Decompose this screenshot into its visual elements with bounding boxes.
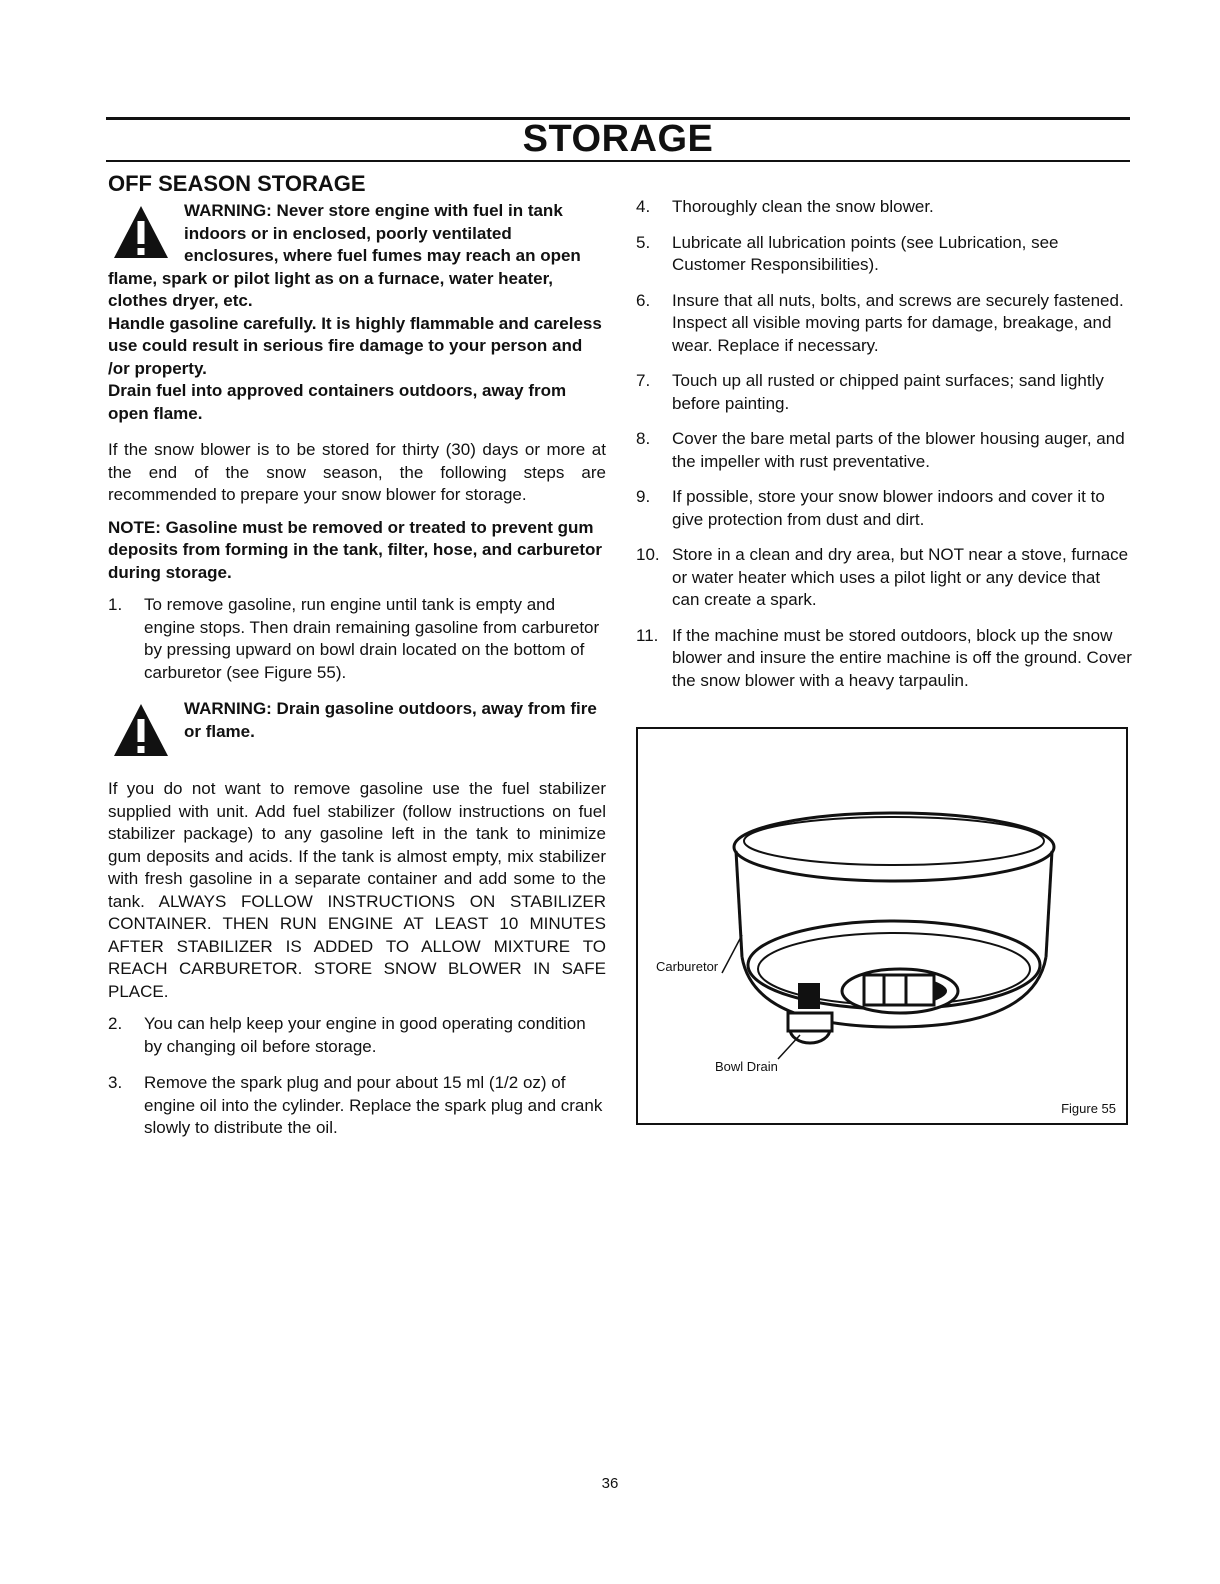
warning-triangle-icon xyxy=(112,204,170,260)
step-item xyxy=(636,486,1132,531)
step-text: Cover the bare metal parts of the blower housing auger, and the impeller with rust preventative. xyxy=(672,429,1125,471)
section-heading: OFF SEASON STORAGE xyxy=(108,171,366,196)
step-item xyxy=(108,594,606,684)
step-number: 9. xyxy=(636,487,651,506)
step-text: Remove the spark plug and pour about 15 ml (1/2 oz) of engine oil into the cylinder. Replace the spark plug and crank slowly to distribute the oil. xyxy=(144,1073,603,1137)
step-text: If possible, store your snow blower indoors and cover it to give protection from dust and dirt. xyxy=(672,487,1105,529)
carburetor-label: Carburetor xyxy=(656,959,719,974)
step-text: If the machine must be stored outdoors, block up the snow blower and insure the entire machine is off the ground. Cover the snow blower with a heavy tarpaulin. xyxy=(672,625,1132,690)
title-rule-bottom xyxy=(106,160,1130,162)
intro-paragraph: If the snow blower is to be stored for thirty (30) days or more at the end of the snow season, the following steps are recommended to prepare your snow blower for storage. xyxy=(108,440,606,504)
right-column xyxy=(636,196,1132,705)
stabilizer-paragraph: If you do not want to remove gasoline use the fuel stabilizer supplied with unit. Add fuel stabilizer (follow instructions on fuel stabilizer package) to any gasoline left in the tank to minimize gum deposits and acids. If the tank is almost empty, mix stabilizer with fresh gasoline in a separate container and add some to the tank. ALWAYS FOLLOW INSTRUCTIONS ON STABILIZER CONTAINER. THEN RUN ENGINE AT LEAST 10 MINUTES AFTER STABILIZER IS ADDED TO ALLOW MIXTURE TO REACH CARBURETOR. STORE SNOW BLOWER IN SAFE PLACE. xyxy=(108,779,606,1001)
bowl-drain-label: Bowl Drain xyxy=(715,1059,778,1074)
step-text: To remove gasoline, run engine until tank is empty and engine stops. Then drain remaining gasoline from carburetor by pressing upward on bowl drain located on the bottom of carburetor (see Figure 55). xyxy=(144,595,600,682)
step-number: 5. xyxy=(636,232,651,252)
step-item xyxy=(636,544,1132,612)
step-number: 11. xyxy=(636,625,659,645)
step-text: Lubricate all lubrication points (see Lubrication, see Customer Responsibilities). xyxy=(672,232,1059,274)
step-number: 6. xyxy=(636,290,651,310)
step-number: 2. xyxy=(108,1014,123,1033)
step-item xyxy=(636,370,1132,415)
figure-caption: Figure 55 xyxy=(1061,1101,1116,1116)
step-item xyxy=(636,428,1132,473)
warning-text: WARNING: Never store engine with fuel in tank indoors or in enclosed, poorly ventilated enclosures, where fuel fumes may reach an open flame, spark or pilot light as on a furnace, water heater, clothes dryer, etc. xyxy=(108,201,581,310)
step-item xyxy=(636,290,1132,358)
carburetor-bowl-illustration xyxy=(638,729,1126,1123)
step-number: 10. xyxy=(636,545,660,564)
step-item xyxy=(636,625,1132,693)
step-number: 3. xyxy=(108,1073,123,1092)
note-paragraph: NOTE: Gasoline must be removed or treated to prevent gum deposits from forming in the tank, filter, hose, and carburetor during storage. xyxy=(108,517,603,582)
figure-55 xyxy=(636,727,1128,1125)
handle-gasoline-text: Handle gasoline carefully. It is highly flammable and careless use could result in serious fire damage to your person and /or property. xyxy=(108,313,602,378)
step-text: Insure that all nuts, bolts, and screws are securely fastened. Inspect all visible moving parts for damage, breakage, and wear. Replace if necessary. xyxy=(672,290,1124,355)
step-text: Store in a clean and dry area, but NOT near a stove, furnace or water heater which uses a pilot light or any device that can create a spark. xyxy=(672,545,1129,609)
step-item xyxy=(108,1072,606,1140)
step-number: 8. xyxy=(636,429,651,448)
step-number: 1. xyxy=(108,595,123,614)
step-item xyxy=(636,232,1132,277)
page-title: STORAGE xyxy=(522,118,714,160)
step-number: 4. xyxy=(636,197,651,216)
step-text: You can help keep your engine in good operating condition by changing oil before storage. xyxy=(144,1014,586,1056)
fuel-warning xyxy=(108,200,606,313)
step-text: Touch up all rusted or chipped paint surfaces; sand lightly before painting. xyxy=(672,371,1104,413)
drain-warning xyxy=(108,698,606,778)
left-column xyxy=(108,170,606,1140)
drain-fuel-text: Drain fuel into approved containers outdoors, away from open flame. xyxy=(108,381,567,423)
step-text: Thoroughly clean the snow blower. xyxy=(672,197,934,216)
step-number: 7. xyxy=(636,371,651,390)
step-item xyxy=(108,1013,606,1058)
warning-text: WARNING: Drain gasoline outdoors, away from fire or flame. xyxy=(184,699,597,741)
step-item xyxy=(636,196,1132,219)
page-number: 36 xyxy=(601,1475,619,1492)
warning-triangle-icon xyxy=(112,702,170,758)
